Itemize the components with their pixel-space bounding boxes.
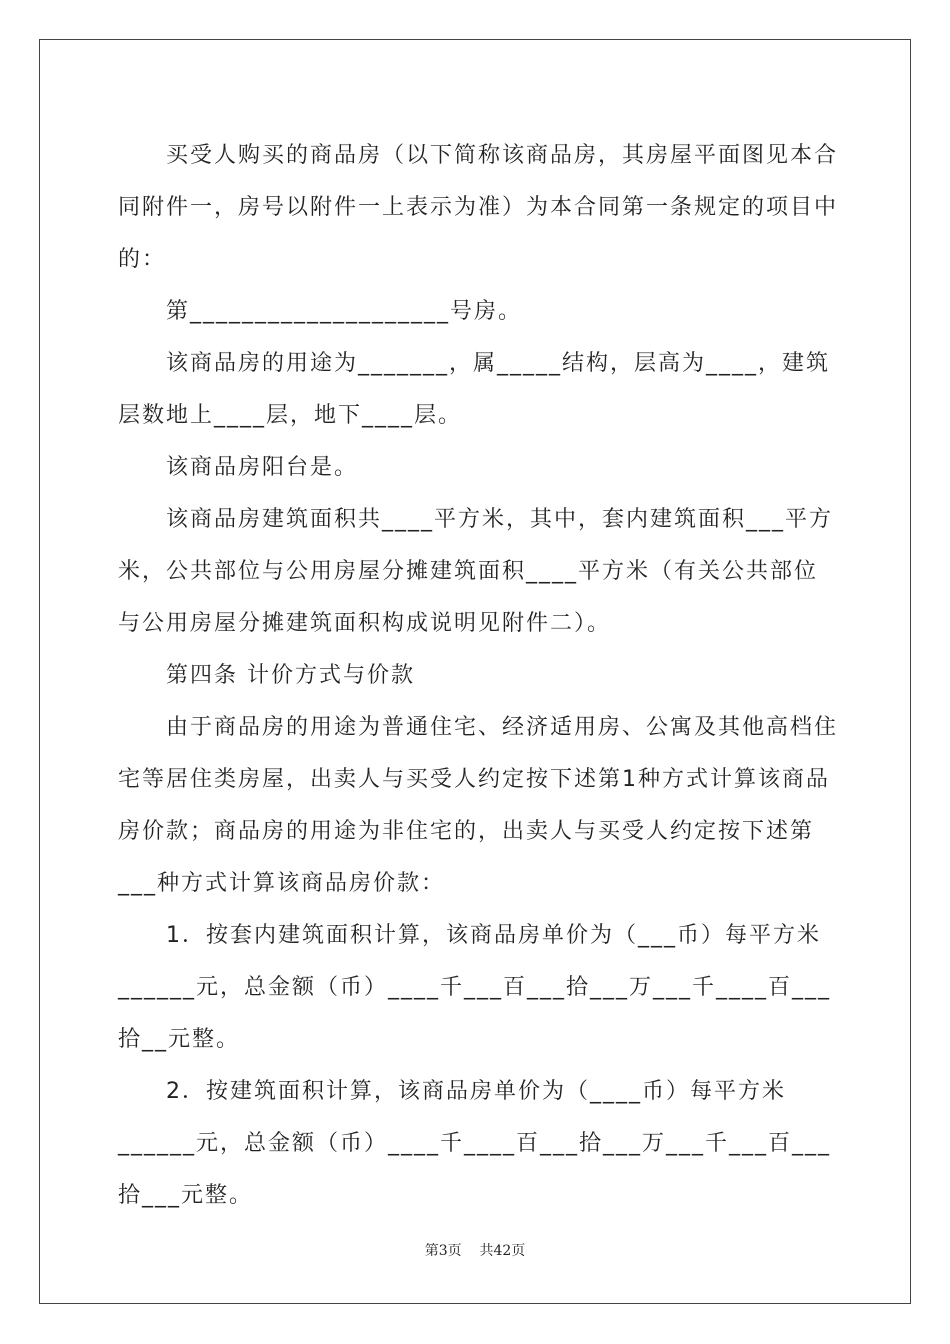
paragraph-purchase-scope: 买受人购买的商品房（以下简称该商品房，其房屋平面图见本合同附件一，房号以附件一上表示为准）为本合同第一条规定的项目中的： bbox=[118, 143, 839, 272]
page-footer bbox=[0, 1240, 950, 1260]
paragraph-usage-structure: 该商品房的用途为_______，属_____结构，层高为____，建筑层数地上____层，地下____层。 bbox=[118, 351, 831, 428]
document-body bbox=[118, 130, 838, 1222]
paragraph-balcony: 该商品房阳台是。 bbox=[166, 455, 359, 480]
page-number: 第3页 bbox=[424, 1243, 462, 1259]
paragraph-area: 该商品房建筑面积共____平方米，其中，套内建筑面积___平方米，公共部位与公用房屋分摊建筑面积____平方米（有关公共部位与公用房屋分摊建筑面积构成说明见附件二）。 bbox=[118, 507, 834, 636]
section-heading-article-4: 第四条 计价方式与价款 bbox=[166, 663, 415, 688]
paragraph-room-number: 第____________________号房。 bbox=[166, 299, 523, 324]
paragraph-pricing-method: 由于商品房的用途为普通住宅、经济适用房、公寓及其他高档住宅等居住类房屋，出卖人与买受人约定按下述第1种方式计算该商品房价款；商品房的用途为非住宅的，出卖人与买受人约定按下述第___种方式计算该商品房价款： bbox=[118, 715, 839, 896]
page-total: 共42页 bbox=[479, 1243, 526, 1259]
paragraph-option-1: 1．按套内建筑面积计算，该商品房单价为（___币）每平方米______元，总金额（币）____千___百___拾___万___千____百___拾__元整。 bbox=[118, 923, 832, 1052]
paragraph-option-2: 2．按建筑面积计算，该商品房单价为（____币）每平方米______元，总金额（币）____千____百___拾___万___千___百___拾___元整。 bbox=[118, 1079, 832, 1208]
